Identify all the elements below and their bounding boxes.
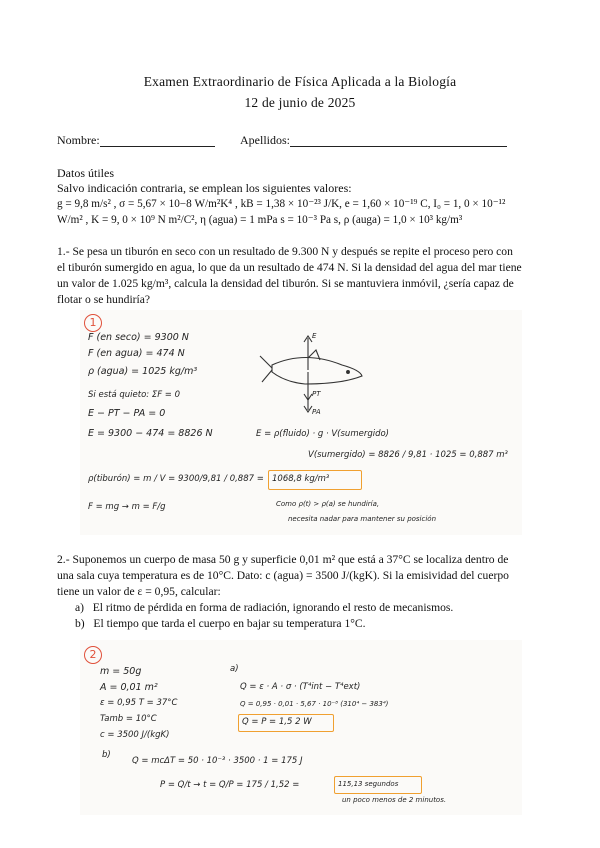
problem1-solution-scan xyxy=(80,310,522,535)
hw2-b-line-1: Q = mcΔT = 50 · 10⁻³ · 3500 · 1 = 175 J xyxy=(132,756,303,766)
hw1-step-2: E − PT − PA = 0 xyxy=(88,408,166,419)
hw1-label-e: E xyxy=(312,332,317,340)
hw1-label-pt: PT xyxy=(312,390,321,398)
problem2-item-a xyxy=(75,601,453,615)
problem2-number-circle: 2 xyxy=(84,646,102,664)
hw1-density-result: 1068,8 kg/m³ xyxy=(272,474,330,484)
hw2-a-line-2: Q = 0,95 · 0,01 · 5,67 · 10⁻⁸ (310⁴ − 383⁴) xyxy=(240,700,389,708)
problem1-line-4: flotar o se hundiría? xyxy=(57,293,151,306)
hw1-note-2: necesita nadar para mantener su posición xyxy=(288,515,437,523)
hw2-b-label: b) xyxy=(102,750,111,760)
item-b-marker: b) xyxy=(75,617,85,630)
nombre-label: Nombre: xyxy=(57,133,100,147)
hw2-a-label: a) xyxy=(230,664,239,674)
nombre-field xyxy=(57,133,215,147)
hw2-b-line-2: P = Q/t → t = Q/P = 175 / 1,52 = xyxy=(160,780,300,790)
hw2-given-3: ε = 0,95 T = 37°C xyxy=(100,698,178,708)
datos-line-1: g = 9,8 m/s² , σ = 5,67 × 10−8 W/m²K⁴ , kB = 1,38 × 10⁻²³ J/K, e = 1,60 × 10⁻¹⁹ C, I₀ = 1, 0 × 10⁻¹² xyxy=(57,198,506,210)
hw2-b-result: 115,13 segundos xyxy=(338,780,399,788)
hw1-given-2: F (en agua) = 474 N xyxy=(88,348,185,359)
hw1-weight: F = mg → m = F/g xyxy=(88,502,166,512)
hw2-given-2: A = 0,01 m² xyxy=(100,682,158,693)
problem2-line-1: 2.- Suponemos un cuerpo de masa 50 g y superficie 0,01 m² que está a 37°C se localiza dentro de xyxy=(57,553,509,566)
hw2-given-5: c = 3500 J/(kgK) xyxy=(100,730,170,740)
shark-sketch xyxy=(80,310,522,535)
hw2-given-1: m = 50g xyxy=(100,666,142,677)
problem1-line-3: un valor de 1.025 kg/m³, calcula la densidad del tiburón. Si se mantuviera inmóvil, ¿sería capaz de xyxy=(57,277,514,290)
item-b-text: El tiempo que tarda el cuerpo en bajar su temperatura 1°C. xyxy=(93,617,366,630)
apellidos-field xyxy=(240,133,507,147)
hw1-note-1: Como ρ(t) > ρ(a) se hundiría, xyxy=(276,500,380,508)
problem1-line-1: 1.- Se pesa un tiburón en seco con un resultado de 9.300 N y después se repite el proceso pero con xyxy=(57,245,513,258)
exam-title: Examen Extraordinario de Física Aplicada a la Biología xyxy=(143,74,457,89)
hw1-step-1: Si está quieto: ΣF = 0 xyxy=(88,390,181,400)
hw1-step-3: E = 9300 − 474 = 8826 N xyxy=(88,428,213,439)
problem1-number-circle: 1 xyxy=(84,314,102,332)
exam-date: 12 de junio de 2025 xyxy=(244,95,356,110)
datos-line-2: W/m² , K = 9, 0 × 10⁹ N m²/C², η (agua) = 1 mPa s = 10⁻³ Pa s, ρ (auga) = 1,0 × 10³ kg/m³ xyxy=(57,214,463,226)
hw2-b-note: un poco menos de 2 minutos. xyxy=(342,796,447,804)
apellidos-label: Apellidos: xyxy=(240,133,290,147)
hw1-volume: V(sumergido) = 8826 / 9,81 · 1025 = 0,887 m³ xyxy=(308,450,508,460)
hw1-given-3: ρ (agua) = 1025 kg/m³ xyxy=(88,366,198,377)
hw1-given-1: F (en seco) = 9300 N xyxy=(88,332,189,343)
problem2-line-2: una sala cuya temperatura es de 10°C. Dato: c (agua) = 3500 J/(kgK). Si la emisividad del cuerpo xyxy=(57,569,509,582)
apellidos-blank xyxy=(290,134,507,147)
problem2-line-3: tiene un valor de ε = 0,95, calcular: xyxy=(57,585,221,598)
nombre-blank xyxy=(100,134,215,147)
hw2-given-4: Tamb = 10°C xyxy=(100,714,157,724)
hw1-step-4: E = ρ(fluido) · g · V(sumergido) xyxy=(256,429,389,439)
hw1-density: ρ(tiburón) = m / V = 9300/9,81 / 0,887 = xyxy=(88,474,264,484)
problem2-item-b xyxy=(75,617,366,631)
item-a-text: El ritmo de pérdida en forma de radiación, ignorando el resto de mecanismos. xyxy=(92,601,454,614)
hw1-label-pa: PA xyxy=(312,408,321,416)
datos-intro: Salvo indicación contraria, se emplean los siguientes valores: xyxy=(57,181,352,195)
hw2-a-result: Q = P = 1,5 2 W xyxy=(242,717,312,727)
datos-heading: Datos útiles xyxy=(57,166,114,180)
problem1-line-2: el tiburón sumergido en agua, lo que da un resultado de 474 N. Si la densidad del agua del mar tiene xyxy=(57,261,522,274)
hw2-a-line-1: Q = ε · A · σ · (T⁴int − T⁴ext) xyxy=(240,682,361,692)
item-a-marker: a) xyxy=(75,601,85,614)
problem2-solution-scan xyxy=(80,640,522,815)
